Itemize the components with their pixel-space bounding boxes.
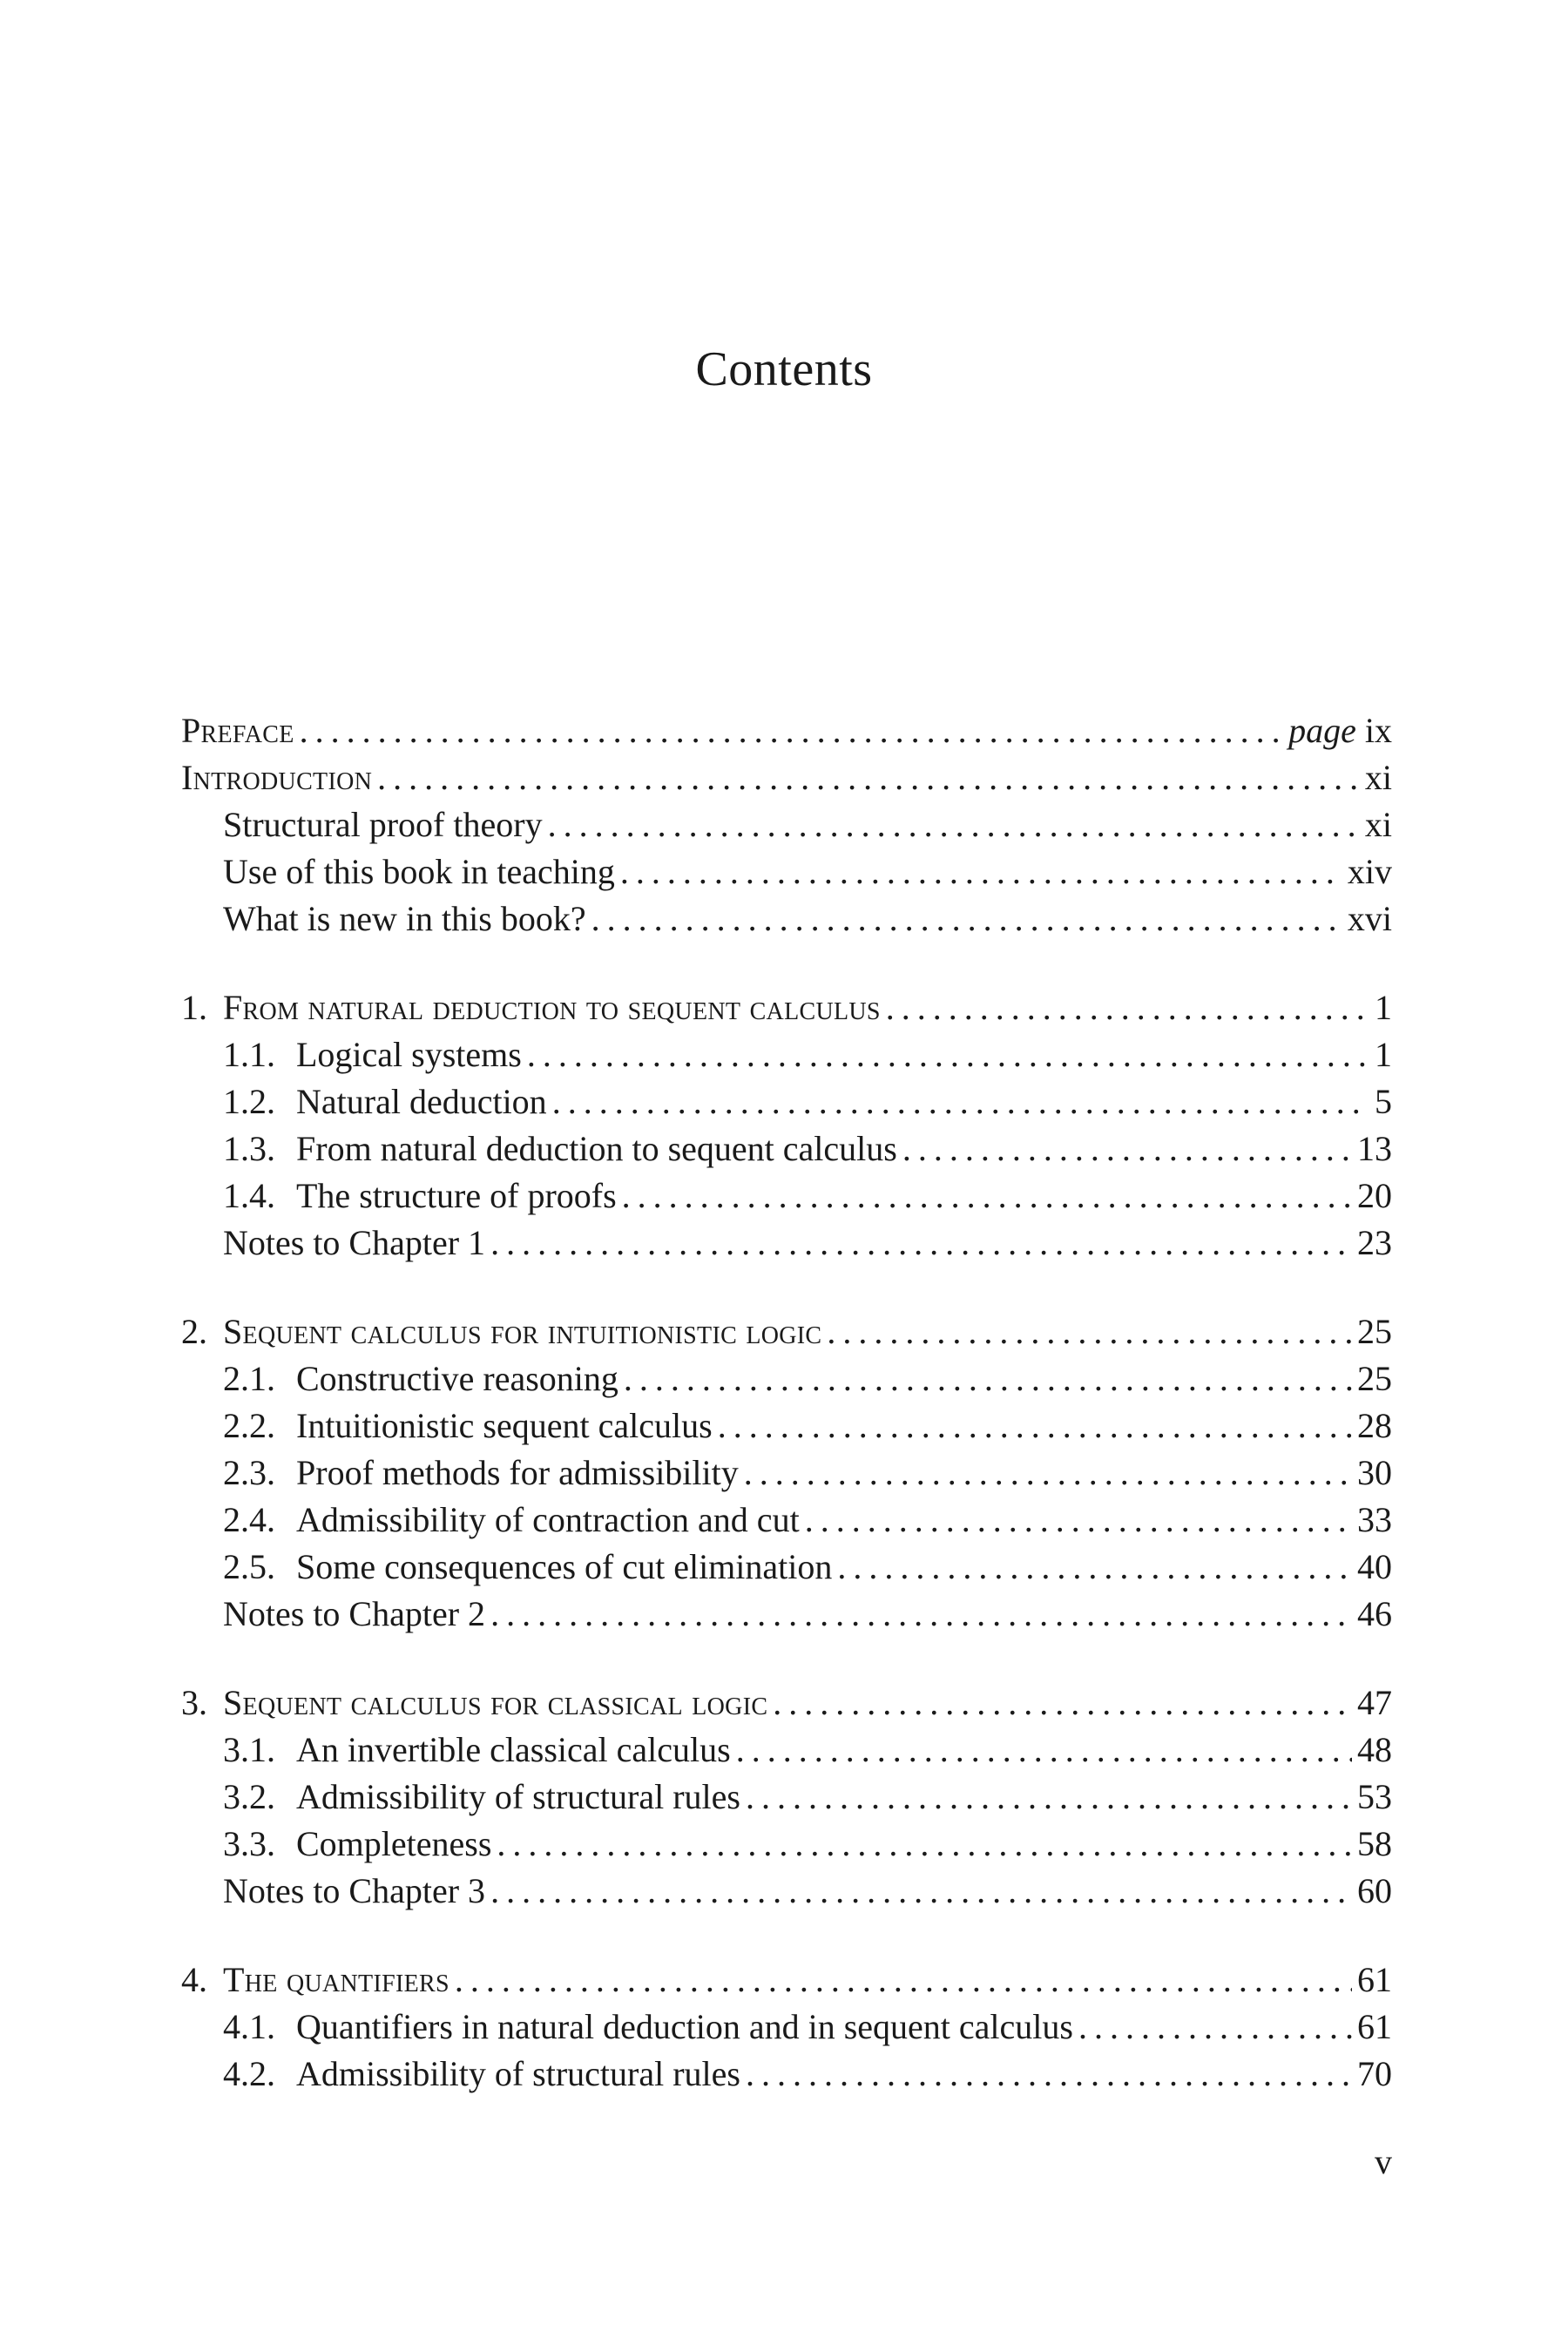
- entry-title: What is new in this book?: [223, 899, 586, 938]
- page-title: Contents: [695, 342, 873, 396]
- dot-leader: [455, 1957, 1352, 2004]
- entry-title: Introduction: [181, 758, 373, 797]
- dot-leader: [620, 848, 1342, 896]
- dot-leader: [744, 1450, 1352, 1497]
- toc-entry-chapter[interactable]: [181, 1957, 1392, 2004]
- toc-entry-section[interactable]: [181, 1125, 1392, 1173]
- toc-entry-section[interactable]: [181, 1774, 1392, 1821]
- toc-entry-section[interactable]: [181, 1727, 1392, 1774]
- chapter-title: From natural deduction to sequent calculus: [223, 988, 881, 1027]
- dot-leader: [490, 1591, 1352, 1638]
- page-number: 30: [1357, 1453, 1392, 1492]
- dot-leader: [746, 1774, 1352, 1821]
- section-title: Intuitionistic sequent calculus: [296, 1406, 713, 1445]
- chapter-title: Sequent calculus for intuitionistic logic: [223, 1312, 822, 1351]
- toc-entry-notes[interactable]: [181, 1220, 1392, 1267]
- notes-title: Notes to Chapter 3: [223, 1871, 486, 1910]
- page-number: 28: [1357, 1406, 1392, 1445]
- toc-entry-section[interactable]: [181, 1450, 1392, 1497]
- notes-title: Notes to Chapter 1: [223, 1223, 486, 1262]
- section-number: 4.1.: [223, 2007, 275, 2046]
- section-title: From natural deduction to sequent calculus: [296, 1129, 897, 1168]
- dot-leader: [805, 1497, 1352, 1544]
- page-number: 1: [1375, 1035, 1392, 1074]
- section-number: 3.1.: [223, 1730, 275, 1769]
- page-number: 23: [1357, 1223, 1392, 1262]
- section-title: Some consequences of cut elimination: [296, 1547, 833, 1586]
- toc-entry-section[interactable]: [181, 1031, 1392, 1078]
- toc-entry-section[interactable]: [181, 1173, 1392, 1220]
- dot-leader: [736, 1727, 1352, 1774]
- page-number: 40: [1357, 1547, 1392, 1586]
- page-number: 61: [1357, 2007, 1392, 2046]
- dot-leader: [902, 1125, 1352, 1173]
- chapter-group-4: [181, 1957, 1392, 2098]
- dot-leader: [300, 707, 1283, 754]
- section-title: Admissibility of structural rules: [296, 2054, 740, 2093]
- dot-leader: [746, 2051, 1352, 2098]
- toc-entry-section[interactable]: [181, 2004, 1392, 2051]
- page-number: 25: [1357, 1312, 1392, 1351]
- page-number: 53: [1357, 1777, 1392, 1816]
- section-number: 1.1.: [223, 1035, 275, 1074]
- page-number: 47: [1357, 1683, 1392, 1722]
- chapter-group-3: [181, 1680, 1392, 1915]
- dot-leader: [527, 1031, 1369, 1078]
- page-number: ix: [1364, 711, 1392, 750]
- dot-leader: [497, 1821, 1352, 1868]
- page-number: 20: [1357, 1176, 1392, 1215]
- section-number: 3.2.: [223, 1777, 275, 1816]
- section-number: 1.2.: [223, 1082, 275, 1121]
- page-number: xvi: [1347, 899, 1392, 938]
- folio-page-number: v: [1375, 2142, 1392, 2181]
- chapter-title: The quantifiers: [223, 1960, 449, 1999]
- dot-leader: [827, 1308, 1352, 1355]
- chapter-number: 3.: [181, 1683, 207, 1722]
- entry-title: Structural proof theory: [223, 805, 543, 844]
- chapter-group-1: [181, 984, 1392, 1267]
- entry-title: Preface: [181, 711, 294, 750]
- toc-entry-section[interactable]: [181, 896, 1392, 943]
- chapter-group-2: [181, 1308, 1392, 1638]
- dot-leader: [548, 801, 1360, 848]
- toc-entry-section[interactable]: [181, 1497, 1392, 1544]
- section-title: The structure of proofs: [296, 1176, 617, 1215]
- section-number: 2.2.: [223, 1406, 275, 1445]
- dot-leader: [622, 1173, 1352, 1220]
- page-number: 60: [1357, 1871, 1392, 1910]
- page-number: xi: [1364, 805, 1392, 844]
- section-number: 3.3.: [223, 1824, 275, 1863]
- section-title: Logical systems: [296, 1035, 522, 1074]
- table-of-contents: [181, 707, 1392, 2139]
- entry-page: [1288, 707, 1392, 754]
- page-number: 46: [1357, 1594, 1392, 1633]
- section-number: 1.4.: [223, 1176, 275, 1215]
- section-title: Admissibility of contraction and cut: [296, 1500, 800, 1539]
- chapter-title: Sequent calculus for classical logic: [223, 1683, 768, 1722]
- dot-leader: [490, 1220, 1352, 1267]
- toc-entry-section[interactable]: [181, 848, 1392, 896]
- section-number: 2.5.: [223, 1547, 275, 1586]
- page-number: 5: [1375, 1082, 1392, 1121]
- dot-leader: [624, 1355, 1352, 1402]
- toc-entry-section[interactable]: [181, 2051, 1392, 2098]
- page-number: 1: [1375, 988, 1392, 1027]
- section-number: 2.3.: [223, 1453, 275, 1492]
- toc-entry-section[interactable]: [181, 801, 1392, 848]
- dot-leader: [552, 1078, 1369, 1125]
- page-number: 58: [1357, 1824, 1392, 1863]
- toc-entry-section[interactable]: [181, 1078, 1392, 1125]
- page-number: 33: [1357, 1500, 1392, 1539]
- section-title: Quantifiers in natural deduction and in sequent calculus: [296, 2007, 1073, 2046]
- dot-leader: [490, 1868, 1352, 1915]
- toc-entry-chapter[interactable]: [181, 984, 1392, 1031]
- chapter-number: 1.: [181, 988, 207, 1027]
- dot-leader: [1078, 2004, 1352, 2051]
- toc-entry-section[interactable]: [181, 1544, 1392, 1591]
- page-number: 13: [1357, 1129, 1392, 1168]
- toc-entry-section[interactable]: [181, 1355, 1392, 1402]
- toc-entry-introduction[interactable]: [181, 754, 1392, 801]
- toc-entry-preface[interactable]: [181, 707, 1392, 754]
- section-title: An invertible classical calculus: [296, 1730, 731, 1769]
- dot-leader: [591, 896, 1342, 943]
- toc-entry-chapter[interactable]: [181, 1680, 1392, 1727]
- section-number: 4.2.: [223, 2054, 275, 2093]
- toc-entry-notes[interactable]: [181, 1868, 1392, 1915]
- dot-leader: [837, 1544, 1352, 1591]
- toc-entry-notes[interactable]: [181, 1591, 1392, 1638]
- dot-leader: [886, 984, 1369, 1031]
- toc-entry-chapter[interactable]: [181, 1308, 1392, 1355]
- section-title: Admissibility of structural rules: [296, 1777, 740, 1816]
- section-number: 1.3.: [223, 1129, 275, 1168]
- page-number: 61: [1357, 1960, 1392, 1999]
- dot-leader: [377, 754, 1360, 801]
- toc-entry-section[interactable]: [181, 1402, 1392, 1450]
- page-number: 48: [1357, 1730, 1392, 1769]
- toc-entry-section[interactable]: [181, 1821, 1392, 1868]
- section-title: Proof methods for admissibility: [296, 1453, 739, 1492]
- notes-title: Notes to Chapter 2: [223, 1594, 486, 1633]
- section-title: Completeness: [296, 1824, 492, 1863]
- front-matter-group: [181, 707, 1392, 943]
- page-number: 70: [1357, 2054, 1392, 2093]
- entry-title: Use of this book in teaching: [223, 852, 615, 891]
- section-number: 2.1.: [223, 1359, 275, 1398]
- chapter-number: 2.: [181, 1312, 207, 1351]
- dot-leader: [718, 1402, 1352, 1450]
- page-prefix: page: [1288, 711, 1356, 750]
- page-number: xiv: [1347, 852, 1392, 891]
- dot-leader: [773, 1680, 1352, 1727]
- chapter-number: 4.: [181, 1960, 207, 1999]
- section-number: 2.4.: [223, 1500, 275, 1539]
- section-title: Constructive reasoning: [296, 1359, 618, 1398]
- page-number: xi: [1364, 758, 1392, 797]
- page-number: 25: [1357, 1359, 1392, 1398]
- section-title: Natural deduction: [296, 1082, 547, 1121]
